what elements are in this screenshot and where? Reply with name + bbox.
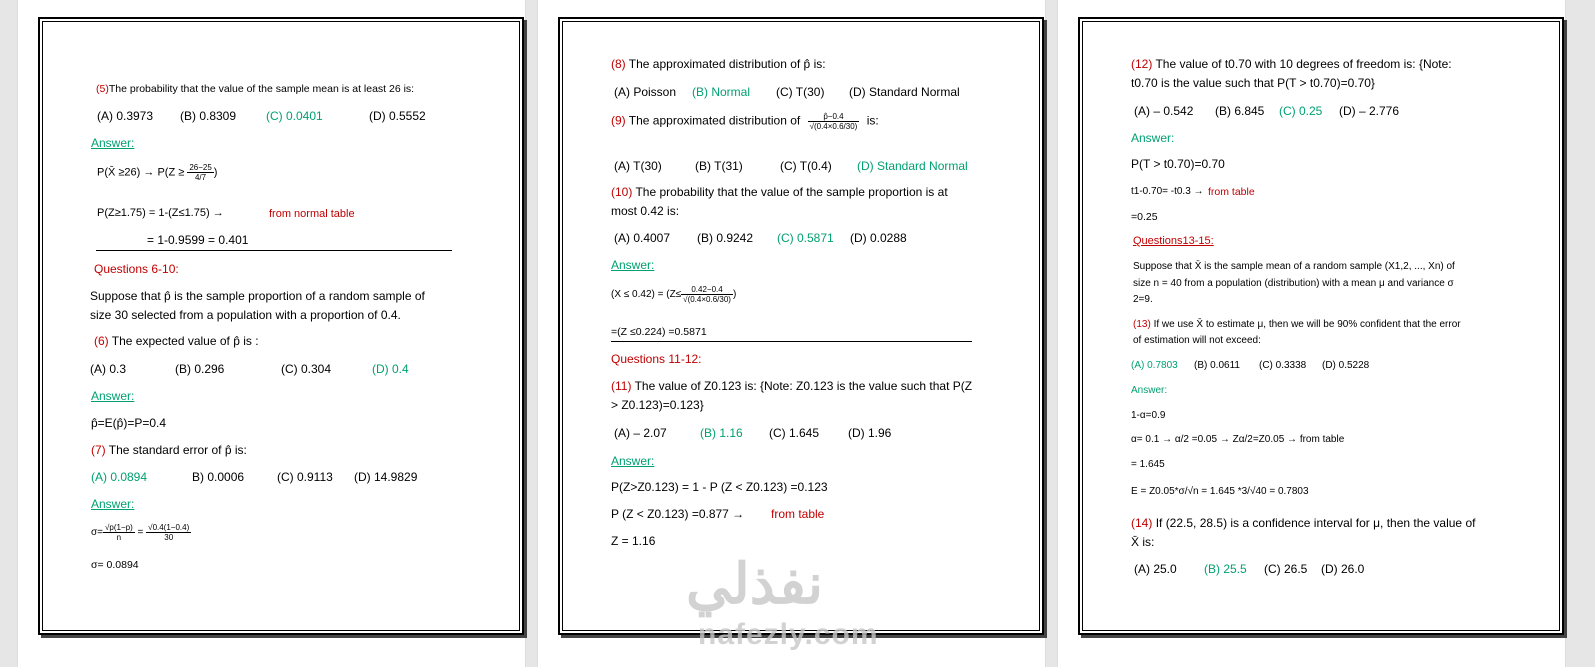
q6-answer: p̂=E(p̂)=P=0.4 bbox=[91, 416, 167, 430]
question-number: (11) bbox=[611, 379, 632, 393]
q12-step-3: =0.25 bbox=[1131, 211, 1158, 223]
q6-option-d: (D) 0.4 bbox=[372, 362, 409, 376]
q10-option-b: (B) 0.9242 bbox=[697, 231, 754, 245]
question-text: The standard error of p̂ is: bbox=[108, 443, 247, 457]
q13-option-d: (D) 0.5228 bbox=[1322, 360, 1370, 371]
q12-step-2-note: from table bbox=[1208, 186, 1255, 198]
q13-option-a: (A) 0.7803 bbox=[1131, 360, 1178, 371]
answer-label: Answer: bbox=[91, 389, 135, 403]
question-text: If we use X̄ to estimate μ, then we will be 90% confident that the error bbox=[1153, 319, 1461, 330]
question-9 bbox=[611, 112, 879, 131]
fraction-denominator: n bbox=[116, 533, 122, 542]
fraction-numerator: √0.4(1−0.4) bbox=[148, 523, 190, 532]
q5-step-3: = 1-0.9599 = 0.401 bbox=[147, 233, 249, 247]
q11-step-3: Z = 1.16 bbox=[611, 534, 656, 548]
q11-step-2: P (Z < Z0.123) =0.877 → bbox=[611, 507, 745, 521]
question-12 bbox=[1131, 57, 1452, 71]
fraction-numerator: 0.42−0.4 bbox=[681, 285, 733, 295]
question-14 bbox=[1131, 516, 1475, 530]
question-14-cont: X̄ is: bbox=[1131, 535, 1155, 549]
answer-label: Answer: bbox=[611, 258, 655, 272]
question-number: (10) bbox=[611, 185, 633, 199]
question-number: (8) bbox=[611, 57, 626, 71]
question-5 bbox=[96, 83, 414, 95]
question-number: (13) bbox=[1133, 319, 1151, 330]
fraction-numerator: √p(1−p) bbox=[105, 523, 133, 532]
fraction bbox=[681, 285, 733, 304]
q14-option-c: (C) 26.5 bbox=[1264, 562, 1308, 576]
q13-step-2: α= 0.1 → α/2 =0.05 → Zα/2=Z0.05 → from table bbox=[1131, 434, 1345, 445]
question-12-cont: t0.70 is the value such that P(T > t0.70)=0.70} bbox=[1131, 76, 1375, 90]
intro-line-1: Suppose that p̂ is the sample proportion of a random sample of bbox=[90, 289, 425, 303]
answer-label: Answer: bbox=[1131, 385, 1168, 396]
q5-step-2 bbox=[97, 207, 224, 219]
question-10 bbox=[611, 185, 948, 199]
question-text: The approximated distribution of p̂ is: bbox=[628, 57, 826, 71]
q13-step-4: E = Z0.05*σ/√n = 1.645 *3/√40 = 0.7803 bbox=[1131, 486, 1309, 497]
watermark-url: nafezly.com bbox=[698, 618, 879, 651]
answer-label: Answer: bbox=[91, 497, 135, 511]
q14-option-b: (B) 25.5 bbox=[1204, 562, 1247, 576]
q11-step-1: P(Z>Z0.123) = 1 - P (Z < Z0.123) =0.123 bbox=[611, 480, 828, 494]
q5-option-a: (A) 0.3973 bbox=[97, 109, 154, 123]
q6-option-a: (A) 0.3 bbox=[90, 362, 127, 376]
q13-step-1: 1-α=0.9 bbox=[1131, 410, 1166, 421]
formula-text: ) bbox=[213, 166, 218, 179]
q9-option-c: (C) T(0.4) bbox=[780, 159, 832, 173]
question-10-cont: most 0.42 is: bbox=[611, 204, 680, 218]
question-number: (14) bbox=[1131, 516, 1153, 530]
q11-option-d: (D) 1.96 bbox=[848, 426, 892, 440]
question-number: (5) bbox=[96, 83, 109, 95]
q10-option-d: (D) 0.0288 bbox=[850, 231, 907, 245]
q12-step-2 bbox=[1131, 186, 1204, 197]
intro-line-2: size n = 40 from a population (distribution) with a mean μ and variance σ bbox=[1133, 278, 1454, 289]
question-text: The probability that the value of the sample proportion is at bbox=[635, 185, 948, 199]
q5-option-d: (D) 0.5552 bbox=[369, 109, 426, 123]
q11-step-2-note: from table bbox=[771, 507, 825, 521]
formula-text: P(X̄ ≥26) → P(Z ≥ bbox=[97, 166, 188, 179]
question-7 bbox=[91, 443, 247, 457]
q7-option-c: (C) 0.9113 bbox=[277, 470, 333, 484]
question-text: is: bbox=[866, 113, 879, 128]
formula-text: (X ≤ 0.42) = (Z≤ bbox=[611, 289, 682, 301]
q12-option-c: (C) 0.25 bbox=[1279, 104, 1323, 118]
q11-option-a: (A) – 2.07 bbox=[614, 426, 667, 440]
q9-option-b: (B) T(31) bbox=[695, 159, 743, 173]
q12-option-d: (D) – 2.776 bbox=[1339, 104, 1400, 118]
q8-option-b: (B) Normal bbox=[692, 85, 751, 99]
answer-label: Answer: bbox=[91, 136, 135, 150]
formula-text: t1-0.70= -t0.3 → bbox=[1131, 186, 1204, 197]
q11-option-c: (C) 1.645 bbox=[769, 426, 820, 440]
q7-result: σ= 0.0894 bbox=[91, 559, 139, 571]
q7-option-b: B) 0.0006 bbox=[192, 470, 245, 484]
q10-formula bbox=[611, 285, 736, 304]
q10-result: =(Z ≤0.224) =0.5871 bbox=[611, 326, 707, 338]
fraction-numerator: p̂−0.4 bbox=[808, 112, 860, 122]
q10-option-a: (A) 0.4007 bbox=[614, 231, 671, 245]
section-header: Questions 6-10: bbox=[94, 262, 179, 276]
q9-option-a: (A) T(30) bbox=[614, 159, 662, 173]
q12-option-a: (A) – 0.542 bbox=[1134, 104, 1194, 118]
intro-line-1: Suppose that X̄ is the sample mean of a random sample (X1,2, ..., Xn) of bbox=[1133, 261, 1455, 272]
page-1 bbox=[18, 0, 525, 667]
q5-step-1 bbox=[97, 163, 217, 182]
section-header: Questions13-15: bbox=[1133, 235, 1214, 247]
formula-text: = bbox=[137, 527, 144, 539]
question-11 bbox=[611, 379, 972, 393]
fraction-numerator: 26−25 bbox=[189, 163, 212, 172]
q5-option-c: (C) 0.0401 bbox=[266, 109, 323, 123]
question-text: The probability that the value of the sample mean is at least 26 is: bbox=[108, 83, 415, 95]
fraction-denominator: 4/7 bbox=[194, 173, 207, 182]
watermark-logo: نفذلي bbox=[686, 552, 824, 615]
question-number: (9) bbox=[611, 113, 626, 128]
question-number: (6) bbox=[94, 334, 109, 348]
divider bbox=[611, 341, 972, 342]
question-number: (12) bbox=[1131, 57, 1153, 71]
q14-option-d: (D) 26.0 bbox=[1321, 562, 1365, 576]
q8-option-d: (D) Standard Normal bbox=[849, 85, 960, 99]
question-11-cont: > Z0.123)=0.123} bbox=[611, 398, 704, 412]
q8-option-a: (A) Poisson bbox=[614, 85, 677, 99]
fraction-denominator: √(0.4×0.6/30) bbox=[683, 295, 731, 304]
question-6 bbox=[94, 334, 259, 348]
question-text: The value of t0.70 with 10 degrees of freedom is: {Note: bbox=[1155, 57, 1452, 71]
q13-option-b: (B) 0.0611 bbox=[1194, 360, 1240, 371]
intro-line-3: 2=9. bbox=[1133, 294, 1153, 305]
q14-option-a: (A) 25.0 bbox=[1134, 562, 1177, 576]
q7-formula bbox=[91, 523, 191, 542]
question-8 bbox=[611, 57, 826, 71]
fraction bbox=[187, 163, 213, 182]
divider bbox=[96, 250, 452, 251]
q13-step-3: = 1.645 bbox=[1131, 459, 1165, 470]
answer-label: Answer: bbox=[1131, 131, 1175, 145]
answer-label: Answer: bbox=[611, 454, 655, 468]
q7-option-a: (A) 0.0894 bbox=[91, 470, 148, 484]
question-text: The value of Z0.123 is: {Note: Z0.123 is the value such that P(Z bbox=[634, 379, 973, 393]
fraction-denominator: 30 bbox=[164, 533, 174, 542]
q10-option-c: (C) 0.5871 bbox=[777, 231, 834, 245]
q5-option-b: (B) 0.8309 bbox=[180, 109, 237, 123]
fraction bbox=[146, 523, 191, 542]
q6-option-b: (B) 0.296 bbox=[175, 362, 225, 376]
intro-line-2: size 30 selected from a population with a proportion of 0.4. bbox=[90, 308, 401, 322]
q5-step-2-note: from normal table bbox=[269, 208, 355, 220]
question-text: The expected value of p̂ is : bbox=[111, 334, 259, 348]
q12-step-1: P(T > t0.70)=0.70 bbox=[1131, 157, 1225, 171]
q9-option-d: (D) Standard Normal bbox=[857, 159, 968, 173]
question-text: If (22.5, 28.5) is a confidence interval for μ, then the value of bbox=[1155, 516, 1476, 530]
question-text: The approximated distribution of bbox=[628, 113, 801, 128]
fraction bbox=[808, 112, 860, 131]
q7-option-d: (D) 14.9829 bbox=[354, 470, 418, 484]
q12-option-b: (B) 6.845 bbox=[1215, 104, 1265, 118]
q8-option-c: (C) T(30) bbox=[776, 85, 825, 99]
formula-text: P(Z≥1.75) = 1-(Z≤1.75) → bbox=[97, 207, 224, 219]
question-number: (7) bbox=[91, 443, 106, 457]
q13-option-c: (C) 0.3338 bbox=[1259, 360, 1307, 371]
formula-text: σ= bbox=[91, 527, 104, 539]
question-13 bbox=[1133, 319, 1461, 330]
q11-option-b: (B) 1.16 bbox=[700, 426, 743, 440]
q6-option-c: (C) 0.304 bbox=[281, 362, 332, 376]
formula-text: ) bbox=[732, 289, 737, 301]
section-header: Questions 11-12: bbox=[611, 352, 702, 366]
fraction bbox=[103, 523, 135, 542]
fraction-denominator: √(0.4×0.6/30) bbox=[809, 122, 858, 131]
page-3 bbox=[1058, 0, 1565, 667]
question-13-cont: of estimation will not exceed: bbox=[1133, 335, 1261, 346]
